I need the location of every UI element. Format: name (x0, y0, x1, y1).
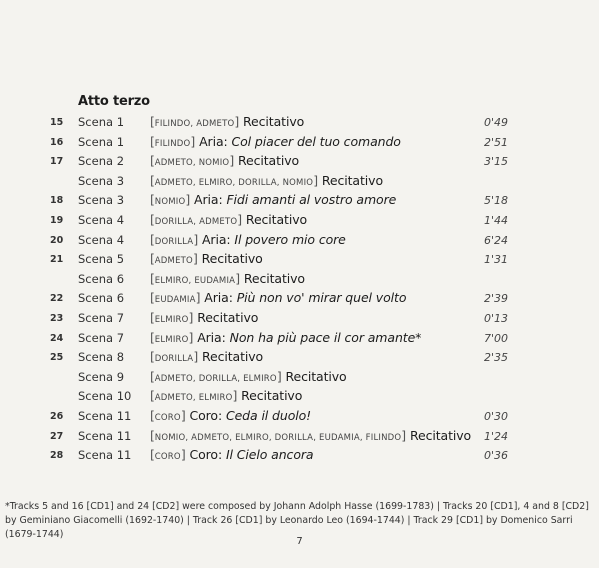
bracket-close: ] (235, 270, 244, 286)
scene-label: Scena 1 (78, 115, 125, 129)
character-names: DORILLA, ADMETO (154, 216, 238, 227)
character-names: DORILLA (154, 354, 194, 365)
bracket-close: ] (180, 407, 190, 423)
track-duration: 1'31 (483, 253, 508, 267)
piece-type: Recitativo (197, 309, 259, 325)
scene-label: Scena 11 (78, 448, 132, 463)
track-duration: 1'44 (483, 213, 508, 227)
track-duration: 5'18 (483, 194, 508, 208)
track-row (0, 153, 599, 173)
bracket-close: ] (313, 172, 322, 188)
track-row (0, 290, 599, 310)
character-names: ADMETO, DORILLA, ELMIRO (154, 373, 277, 384)
piece-title: Col piacer del tuo comando (231, 133, 401, 149)
track-row (0, 251, 599, 271)
track-duration: 2'35 (483, 351, 508, 365)
track-description (150, 369, 347, 384)
bracket-open: [ (150, 368, 155, 384)
bracket-open: [ (150, 251, 155, 267)
track-duration: 0'30 (483, 409, 508, 423)
piece-title: Non ha più pace il cor amante (229, 329, 416, 345)
track-duration: 0'13 (483, 311, 508, 325)
bracket-open: [ (150, 172, 155, 188)
track-description (150, 271, 305, 286)
track-number: 18 (50, 195, 64, 207)
scene-label: Scena 5 (78, 252, 125, 267)
scene-label: Scena 1 (78, 134, 125, 149)
scene-label: Scena 3 (78, 173, 125, 188)
piece-type: Recitativo (409, 427, 472, 443)
piece-type: Recitativo (241, 388, 303, 404)
character-names: NOMIO, ADMETO, ELMIRO, DORILLA, EUDAMIA, FILINDO (154, 432, 402, 443)
act-title: Atto terzo (78, 94, 150, 109)
character-names: CORO (154, 452, 181, 463)
scene-label: Scena 4 (78, 212, 125, 227)
track-row (0, 192, 599, 212)
bracket-open: [ (150, 231, 155, 247)
track-row (0, 428, 599, 448)
scene-label: Scena 3 (78, 193, 125, 208)
piece-type: Recitativo (243, 270, 305, 286)
track-description (150, 192, 396, 207)
piece-type: Recitativo (201, 349, 264, 365)
track-description (150, 232, 346, 247)
track-number: 17 (50, 156, 64, 168)
page-number: 7 (296, 536, 303, 547)
bracket-close: ] (193, 349, 202, 365)
track-row (0, 330, 599, 350)
bracket-close: ] (180, 447, 190, 463)
bracket-open: [ (150, 329, 155, 345)
piece-type: Recitativo (285, 368, 347, 384)
scene-label: Scena 6 (78, 291, 125, 306)
track-duration: 6'24 (483, 233, 508, 247)
scene-label: Scena 6 (78, 271, 125, 286)
track-row (0, 114, 599, 134)
track-description (150, 310, 258, 325)
track-number: 16 (50, 136, 64, 148)
track-row (0, 447, 599, 467)
piece-type: Aria: (201, 231, 231, 247)
track-row (0, 388, 599, 408)
bracket-close: ] (195, 290, 205, 306)
bracket-close: ] (188, 329, 198, 345)
bracket-open: [ (150, 192, 155, 208)
track-row (0, 271, 599, 291)
track-list (0, 114, 599, 467)
piece-type: Coro: (189, 447, 223, 463)
piece-type: Recitativo (243, 114, 305, 129)
track-description (150, 212, 307, 227)
composer-footnote: *Tracks 5 and 16 [CD1] and 24 [CD2] were composed by Johann Adolph Hasse (1699-1783) | Tracks 20 [CD1], 4 and 8 [CD2] by Geminiano Giacomelli (1692-1740) | Track 26 [CD1] by Leonardo Leo (1694-1744) | Track 29 [CD1] by Domenico Sarri (1679-1744) (5, 501, 589, 540)
track-number: 21 (50, 254, 64, 266)
track-description (150, 153, 299, 168)
character-names: ELMIRO (154, 334, 189, 345)
track-description (150, 447, 313, 462)
track-row (0, 232, 599, 252)
track-duration: 2'39 (483, 292, 508, 306)
track-number: 20 (50, 234, 64, 246)
bracket-open: [ (150, 133, 155, 149)
track-description (150, 330, 421, 345)
track-row (0, 212, 599, 232)
scene-label: Scena 8 (78, 350, 125, 365)
scene-label: Scena 9 (78, 369, 125, 384)
character-names: DORILLA (154, 236, 194, 247)
track-description (150, 134, 401, 149)
track-duration: 2'51 (483, 135, 508, 149)
bracket-open: [ (150, 407, 155, 423)
piece-type: Recitativo (245, 211, 308, 227)
piece-title: Ceda il duolo! (225, 407, 312, 423)
footnote-marker: * (415, 329, 422, 345)
piece-type: Aria: (199, 133, 228, 149)
piece-title: Fidi amanti al vostro amore (226, 192, 397, 208)
track-duration: 3'15 (483, 155, 508, 169)
track-duration: 1'24 (483, 429, 508, 443)
track-number: 26 (50, 410, 64, 422)
track-duration: 7'00 (483, 331, 508, 345)
track-duration: 0'49 (483, 116, 508, 129)
track-row (0, 310, 599, 330)
piece-type: Recitativo (201, 251, 263, 267)
bracket-close: ] (192, 251, 202, 267)
track-description (150, 290, 406, 305)
character-names: ADMETO, NOMIO (154, 158, 230, 169)
character-names: NOMIO (154, 197, 186, 208)
bracket-close: ] (190, 133, 200, 149)
track-number: 22 (50, 293, 64, 305)
bracket-close: ] (234, 114, 244, 129)
scene-label: Scena 4 (78, 232, 125, 247)
bracket-close: ] (401, 427, 410, 443)
bracket-open: [ (150, 447, 155, 463)
track-description (150, 408, 311, 423)
track-number: 15 (50, 117, 64, 128)
track-row (0, 134, 599, 154)
bracket-open: [ (150, 388, 155, 404)
piece-title: Più non vo' mirar quel volto (236, 290, 407, 306)
bracket-open: [ (150, 211, 155, 227)
character-names: ADMETO, ELMIRO, DORILLA, NOMIO (154, 177, 314, 188)
track-description (150, 388, 302, 403)
track-number: 23 (50, 312, 64, 324)
track-description (150, 114, 304, 129)
track-row (0, 369, 599, 389)
scene-label: Scena 11 (78, 408, 132, 423)
scene-label: Scena 2 (78, 154, 125, 169)
track-row (0, 173, 599, 193)
track-number: 19 (50, 214, 64, 226)
character-names: ADMETO (154, 256, 193, 267)
character-names: ELMIRO, EUDAMIA (154, 275, 236, 286)
bracket-close: ] (188, 309, 198, 325)
track-number: 27 (50, 430, 64, 442)
piece-type: Aria: (204, 290, 233, 306)
bracket-open: [ (150, 114, 155, 129)
character-names: ADMETO, ELMIRO (154, 393, 233, 404)
scene-label: Scena 7 (78, 330, 125, 345)
piece-title: Il Cielo ancora (225, 447, 314, 463)
character-names: FILINDO, ADMETO (154, 119, 235, 129)
track-row (0, 408, 599, 428)
bracket-close: ] (232, 388, 242, 404)
track-duration: 0'36 (483, 449, 508, 463)
scene-label: Scena 7 (78, 310, 125, 325)
bracket-open: [ (150, 349, 155, 365)
character-names: ELMIRO (154, 314, 189, 325)
bracket-close: ] (276, 368, 286, 384)
character-names: FILINDO (154, 138, 191, 149)
track-number: 24 (50, 332, 64, 344)
bracket-open: [ (150, 290, 155, 306)
character-names: CORO (154, 412, 181, 423)
bracket-close: ] (185, 192, 195, 208)
track-number: 28 (50, 450, 64, 462)
bracket-close: ] (193, 231, 202, 247)
bracket-open: [ (150, 427, 155, 443)
track-description (150, 349, 263, 364)
track-row (0, 349, 599, 369)
piece-type: Coro: (189, 407, 223, 423)
piece-title: Il povero mio core (234, 231, 346, 247)
piece-type: Aria: (197, 329, 226, 345)
bracket-close: ] (229, 153, 238, 169)
piece-type: Aria: (194, 192, 223, 208)
track-description (150, 428, 471, 443)
bracket-open: [ (150, 309, 155, 325)
bracket-open: [ (150, 270, 155, 286)
track-description (150, 173, 383, 188)
bracket-close: ] (237, 211, 246, 227)
track-description (150, 251, 263, 266)
character-names: EUDAMIA (154, 295, 196, 306)
scene-label: Scena 11 (78, 428, 132, 443)
bracket-open: [ (150, 153, 155, 169)
piece-type: Recitativo (237, 153, 300, 169)
piece-type: Recitativo (321, 172, 383, 188)
scene-label: Scena 10 (78, 389, 132, 404)
track-number: 25 (50, 352, 64, 364)
